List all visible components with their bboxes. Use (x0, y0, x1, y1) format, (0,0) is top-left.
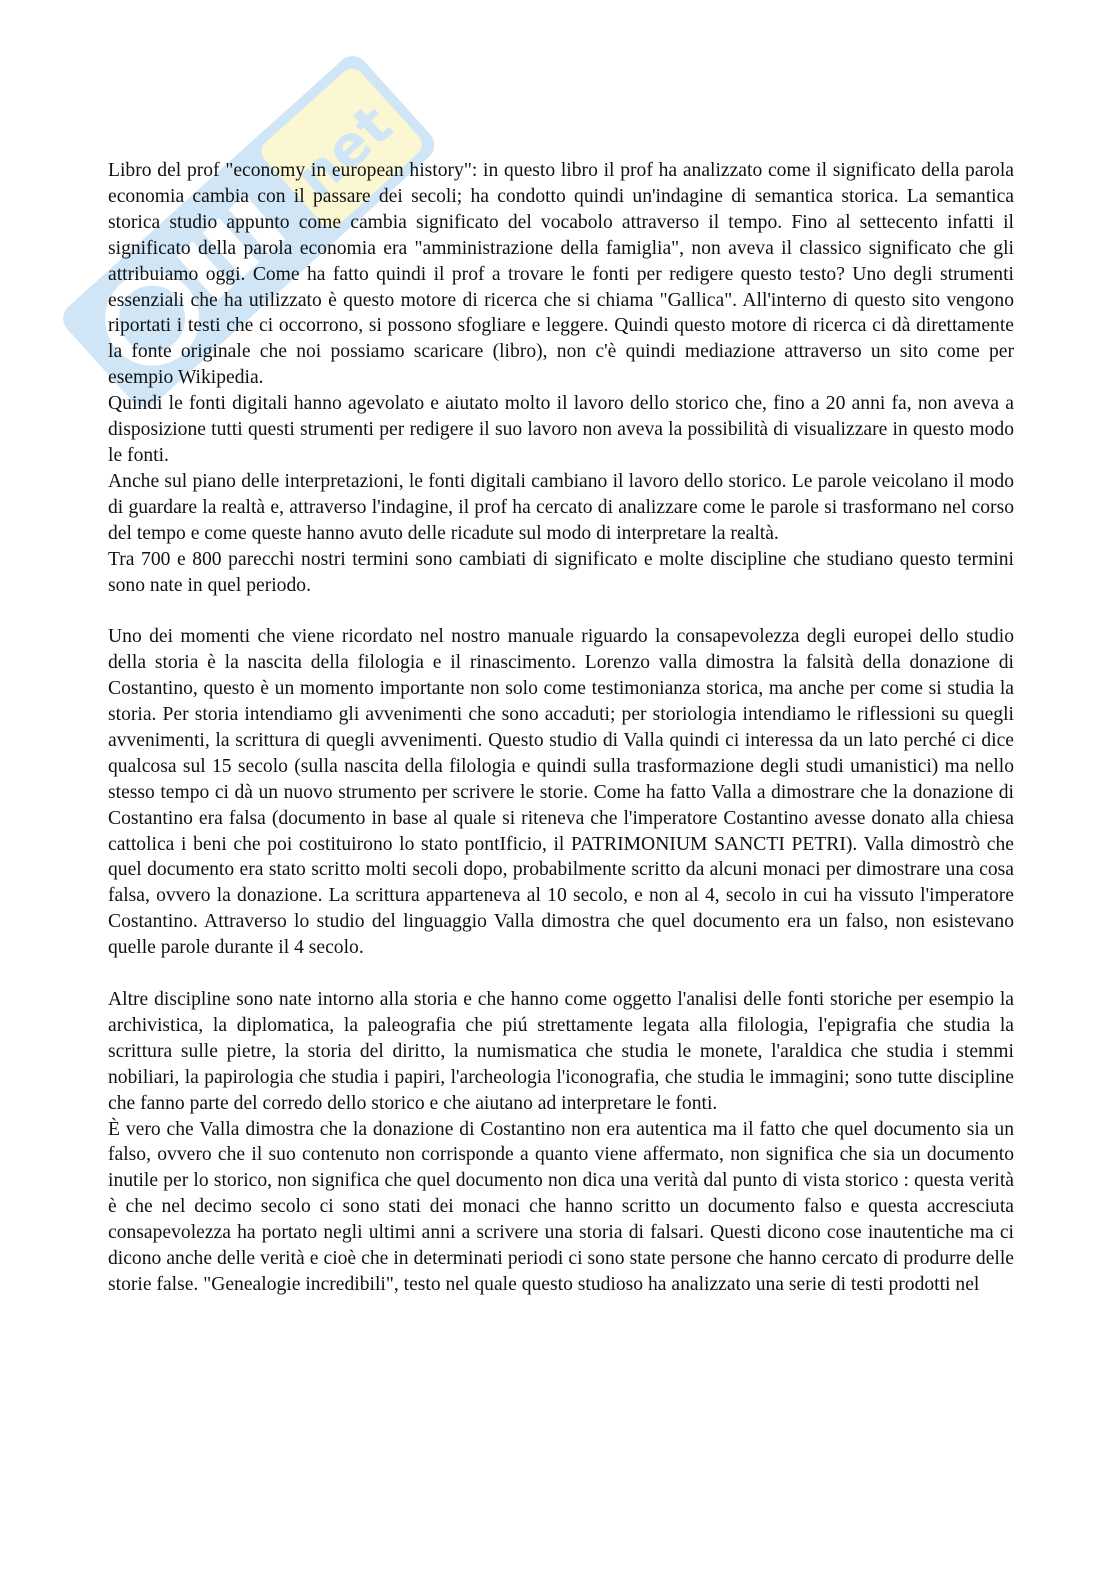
section-gap (108, 598, 1014, 624)
section-2 (108, 624, 1014, 961)
paragraph: Altre discipline sono nate intorno alla storia e che hanno come oggetto l'analisi delle fonti storiche per esempio la archivistica, la diplomatica, la paleografia che piú strettamente legata alla filologia, l'epigrafia che studia la scrittura sulle pietre, la storia del diritto, la numismatica che studia le monete, l'araldica che studia i stemmi nobiliari, la papirologia che studia i papiri, l'archeologia l'iconografia, che studia le immagini; sono tutte discipline che fanno parte del corredo dello storico e che aiutano ad interpretare le fonti. (108, 988, 1014, 1114)
paragraph: È vero che Valla dimostra che la donazione di Costantino non era autentica ma il fatto che quel documento sia un falso, ovvero che il suo contenuto non corrisponde a quanto viene affermato, non significa che sia un documento inutile per lo storico, non significa che quel documento non dica una verità dal punto di vista storico : questa verità è che nel decimo secolo ci sono stati dei monaci che hanno scritto un documento falso e questa accresciuta consapevolezza ha portato negli ultimi anni a scrivere una storia di falsari. Questi dicono cose inautentiche ma ci dicono anche delle verità e cioè che in determinati periodi ci sono state persone che hanno cercato di produrre delle storie false. "Genealogie incredibili", testo nel quale questo studioso ha analizzato una serie di testi prodotti nel (108, 1118, 1014, 1295)
section-3 (108, 987, 1014, 1298)
watermark-text: net (283, 92, 405, 211)
paragraph: Tra 700 e 800 parecchi nostri termini sono cambiati di significato e molte discipline che studiano questo termini sono nate in quel periodo. (108, 548, 1014, 596)
paragraph: Libro del prof "economy in european history": in questo libro il prof ha analizzato come il significato della parola economia cambia con il passare dei secoli; ha condotto quindi un'indagine di semantica storica. La semantica storica studio appunto come cambia significato del vocabolo attraverso il tempo. Fino al settecento infatti il significato della parola economia era "amministrazione della famiglia", non aveva il classico significato che gli attribuiamo oggi. Come ha fatto quindi il prof a trovare le fonti per redigere questo testo? Uno degli strumenti essenziali che ha utilizzato è questo motore di ricerca che si chiama "Gallica". All'interno di questo sito vengono riportati i testi che ci occorrono, si possono sfogliare e leggere. Quindi questo motore di ricerca ci dà direttamente la fonte originale che noi possiamo scaricare (libro), non c'è quindi mediazione attraverso un sito come per esempio Wikipedia. (108, 160, 1014, 389)
document-body (108, 158, 1014, 1298)
paragraph: Anche sul piano delle interpretazioni, le fonti digitali cambiano il lavoro dello storico. Le parole veicolano il modo di guardare la realtà e, attraverso l'indagine, il prof ha cercato di analizzare come le parole si trasformano nel corso del tempo e come queste hanno avuto delle ricadute sul modo di interpretare la realtà. (108, 470, 1014, 544)
paragraph: Quindi le fonti digitali hanno agevolato e aiutato molto il lavoro dello storico che, fino a 20 anni fa, non aveva a disposizione tutti questi strumenti per redigere il suo lavoro non aveva la possibilità di visualizzare in questo modo le fonti. (108, 393, 1014, 466)
paragraph: Uno dei momenti che viene ricordato nel nostro manuale riguardo la consapevolezza degli europei dello studio della storia è la nascita della filologia e il rinascimento. Lorenzo valla dimostra la falsità della donazione di Costantino, questo è un momento importante non solo come testimonianza storica, ma anche per come si studia la storia. Per storia intendiamo gli avvenimenti che sono accaduti; per storiologia intendiamo le riflessioni su quegli avvenimenti, la scrittura di quegli avvenimenti. Questo studio di Valla quindi ci interessa da un lato perché ci dice qualcosa sul 15 secolo (sulla nascita della filologia e quindi sulla trasformazione degli studi umanistici) ma nello stesso tempo ci dà un nuovo strumento per scrivere le storie. Come ha fatto Valla a dimostrare che la donazione di Costantino era falsa (documento in base al quale si riteneva che l'imperatore Costantino avesse donato alla chiesa cattolica i beni che poi costituirono lo stato pontIficio, il PATRIMONIUM SANCTI PETRI). Valla dimostrò che quel documento era stato scritto molti secoli dopo, probabilmente scritto da alcuni monaci per dimostrare una cosa falsa, ovvero la donazione. La scrittura apparteneva al 10 secolo, e non al 4, secolo in cui ha vissuto l'imperatore Costantino. Attraverso lo studio del linguaggio Valla dimostra che quel documento era un falso, non esistevano quelle parole durante il 4 secolo. (108, 626, 1014, 959)
section-1 (108, 158, 1014, 598)
section-gap (108, 961, 1014, 987)
